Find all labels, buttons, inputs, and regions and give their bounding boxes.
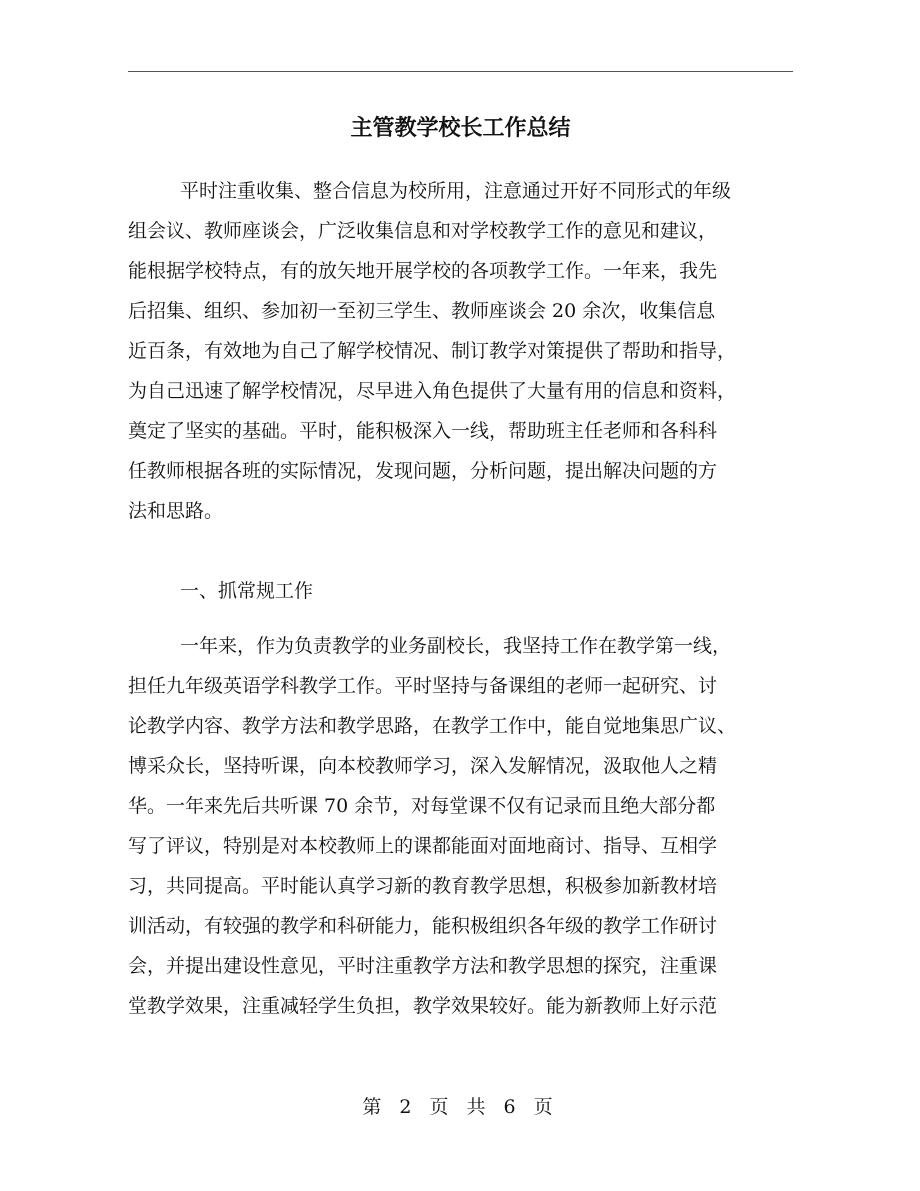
paragraph-2-line: 堂教学效果，注重减轻学生负担，教学效果较好。能为新教师上好示范 bbox=[128, 995, 718, 1017]
paragraph-2-line: 博采众长，坚持听课，向本校教师学习，深入发解情况，汲取他人之精 bbox=[128, 755, 718, 777]
paragraph-1-line: 组会议、教师座谈会，广泛收集信息和对学校教学工作的意见和建议， bbox=[128, 220, 718, 242]
paragraph-2-line: 华。一年来先后共听课 70 余节，对每堂课不仅有记录而且绝大部分都 bbox=[128, 795, 716, 817]
page-number-footer: 第 2 页 共 6 页 bbox=[362, 1096, 559, 1118]
section-heading: 一、抓常规工作 bbox=[180, 580, 314, 602]
paragraph-1-line: 能根据学校特点，有的放矢地开展学校的各项教学工作。一年来，我先 bbox=[128, 260, 718, 282]
paragraph-1-line: 任教师根据各班的实际情况，发现问题，分析问题，提出解决问题的方 bbox=[128, 460, 718, 482]
paragraph-1-line: 平时注重收集、整合信息为校所用，注意通过开好不同形式的年级 bbox=[180, 180, 732, 202]
paragraph-2-line: 论教学内容、教学方法和教学思路，在教学工作中，能自觉地集思广议、 bbox=[128, 715, 737, 737]
page-title: 主管教学校长工作总结 bbox=[350, 115, 571, 141]
paragraph-1-line: 后招集、组织、参加初一至初三学生、教师座谈会 20 余次，收集信息 bbox=[128, 300, 716, 322]
paragraph-2-line: 写了评议，特别是对本校教师上的课都能面对面地商讨、指导、互相学 bbox=[128, 835, 718, 857]
paragraph-1-line: 为自己迅速了解学校情况，尽早进入角色提供了大量有用的信息和资料， bbox=[128, 380, 737, 402]
paragraph-1-line: 法和思路。 bbox=[128, 500, 224, 522]
paragraph-2-line: 训活动，有较强的教学和科研能力，能积极组织各年级的教学工作研讨 bbox=[128, 915, 718, 937]
paragraph-1-line: 近百条，有效地为自己了解学校情况、制订教学对策提供了帮助和指导， bbox=[128, 340, 737, 362]
paragraph-2-line: 一年来，作为负责教学的业务副校长，我坚持工作在教学第一线， bbox=[180, 635, 732, 657]
paragraph-1-line: 奠定了坚实的基础。平时，能积极深入一线，帮助班主任老师和各科科 bbox=[128, 420, 718, 442]
paragraph-2-line: 习，共同提高。平时能认真学习新的教育教学思想，积极参加新教材培 bbox=[128, 875, 718, 897]
header-rule bbox=[128, 71, 793, 72]
paragraph-2-line: 担任九年级英语学科教学工作。平时坚持与备课组的老师一起研究、讨 bbox=[128, 675, 718, 697]
paragraph-2-line: 会，并提出建设性意见，平时注重教学方法和教学思想的探究，注重课 bbox=[128, 955, 718, 977]
